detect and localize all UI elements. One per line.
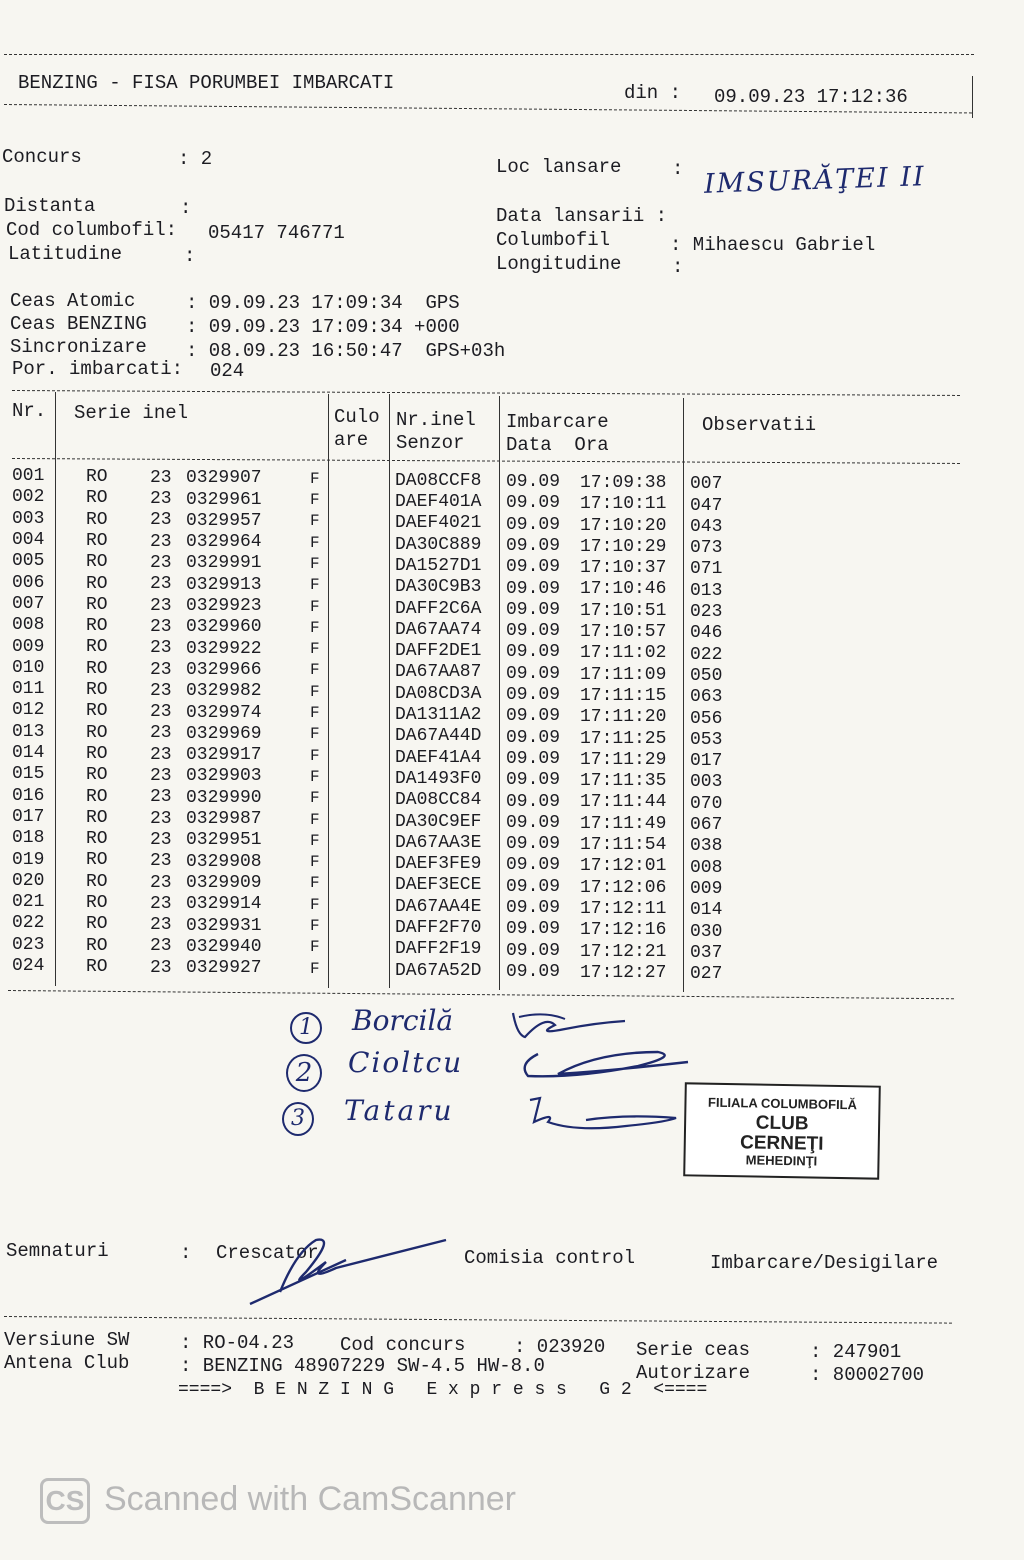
row-observatii: 073 [690,538,723,559]
row-observatii: 070 [690,793,723,814]
latitudine-value: : [184,245,196,267]
row-sex: F [310,682,320,701]
row-data: 09.09 [506,791,561,812]
header-serie-inel: Serie inel [74,402,189,424]
signature-1 [505,1005,635,1045]
row-year: 23 [150,766,172,786]
row-nr: 024 [12,956,45,977]
row-sex: F [310,554,320,573]
header-nr: Nr. [12,400,47,422]
row-data: 09.09 [506,727,561,748]
row-sex: F [310,725,320,744]
row-senzor: DAFF2F19 [395,939,482,960]
row-senzor: DA1493F0 [395,768,482,789]
row-nr: 008 [12,615,45,636]
row-country: RO [86,552,108,573]
row-ora: 17:12:16 [580,920,667,941]
row-country: RO [86,680,108,701]
versiune-sw-label: Versiune SW [4,1329,130,1351]
row-year: 23 [150,680,172,701]
cod-concurs-label: Cod concurs [340,1334,466,1356]
row-ora: 17:12:01 [580,856,667,877]
row-observatii: 047 [690,495,723,516]
antena-club-value: : BENZING 48907229 SW-4.5 HW-8.0 [180,1355,545,1377]
row-data: 09.09 [506,706,561,727]
row-ora: 17:11:44 [580,792,667,813]
row-serie: 0329990 [186,787,262,808]
row-serie: 0329909 [186,872,262,893]
row-senzor: DA67AA87 [395,662,482,683]
row-ora: 17:11:35 [580,771,667,792]
serie-ceas-label: Serie ceas [636,1339,751,1361]
row-sex: F [310,576,320,595]
row-country: RO [86,701,108,722]
row-nr: 018 [12,828,45,849]
row-senzor: DA30C889 [395,534,482,555]
header-observatii: Observatii [702,414,817,436]
row-country: RO [86,488,108,509]
row-sex: F [310,895,320,914]
row-nr: 015 [12,764,45,785]
row-year: 23 [150,510,172,531]
row-data: 09.09 [506,940,561,961]
header-imbarcare-1: Imbarcare [506,411,609,433]
loc-lansare-label: Loc lansare [496,156,622,178]
row-serie: 0329957 [186,510,262,531]
stamp-line-2: CLUB [755,1112,809,1135]
row-ora: 17:11:49 [580,813,667,834]
antena-club-label: Antena Club [4,1352,130,1374]
row-nr: 006 [12,572,45,593]
row-nr: 021 [12,892,45,913]
signature-3 [526,1092,686,1142]
loc-lansare-colon: : [672,158,684,180]
row-year: 23 [150,531,172,552]
signature-2 [518,1044,698,1084]
row-ora: 17:11:02 [580,643,667,664]
row-sex: F [310,640,320,659]
row-country: RO [86,509,108,530]
row-serie: 0329969 [186,723,262,744]
columbofil-value: : Mihaescu Gabriel [670,234,876,256]
row-nr: 001 [12,466,45,487]
row-serie: 0329907 [186,468,262,489]
row-year: 23 [150,595,172,616]
row-senzor: DAEF401A [395,492,482,513]
imbarcare-desigilare-label: Imbarcare/Desigilare [710,1252,939,1274]
row-country: RO [86,743,108,764]
row-data: 09.09 [506,770,561,791]
row-nr: 012 [12,700,45,721]
stamp-line-4: MEHEDINŢI [745,1152,818,1169]
row-country: RO [86,637,108,658]
row-observatii: 003 [690,772,723,793]
crescator-signature [246,1232,456,1308]
row-sex: F [310,597,320,616]
row-serie: 0329982 [186,681,262,702]
distanta-value: : [180,197,192,219]
row-data: 09.09 [506,876,561,897]
row-sex: F [310,704,320,723]
row-observatii: 050 [690,665,723,686]
row-data: 09.09 [506,472,561,493]
row-year: 23 [150,851,172,872]
row-data: 09.09 [506,514,561,535]
row-sex: F [310,917,320,936]
row-country: RO [86,893,108,914]
table-bottom-line [8,990,954,999]
table-header-bottom-line [12,458,960,464]
longitudine-value: : [672,256,684,278]
row-observatii: 013 [690,580,723,601]
versiune-sw-value: : RO-04.23 [180,1332,295,1354]
ceas-atomic-label: Ceas Atomic [10,290,136,312]
row-sex: F [310,938,320,957]
camscanner-watermark [40,1478,516,1526]
row-senzor: DAFF2DE1 [395,641,482,662]
comisia-control-label: Comisia control [464,1247,636,1269]
col-divider-nr [55,392,56,986]
row-data: 09.09 [506,557,561,578]
col-divider-observatii [683,398,684,992]
row-nr: 014 [12,743,45,764]
row-ora: 17:10:11 [580,494,667,515]
row-data: 09.09 [506,919,561,940]
row-nr: 010 [12,657,45,678]
row-nr: 009 [12,636,45,657]
row-year: 23 [150,489,172,510]
row-country: RO [86,467,108,488]
row-sex: F [310,512,320,531]
row-nr: 005 [12,551,45,572]
row-observatii: 056 [690,708,723,729]
row-ora: 17:12:21 [580,941,667,962]
row-country: RO [86,829,108,850]
benzing-express-banner: ====> B E N Z I N G E x p r e s s G 2 <==== [178,1380,708,1400]
row-observatii: 038 [690,836,723,857]
handwritten-number-3: 3 [282,1102,314,1136]
row-observatii: 067 [690,815,723,836]
header-nrinel-1: Nr.inel [396,409,476,431]
row-sex: F [310,810,320,829]
row-year: 23 [150,893,172,914]
row-observatii: 014 [690,900,723,921]
header-culoare-1: Culo [334,406,380,428]
row-nr: 023 [12,934,45,955]
row-serie: 0329960 [186,617,262,638]
row-observatii: 043 [690,516,723,537]
row-senzor: DA08CD3A [395,683,482,704]
row-country: RO [86,850,108,871]
camscanner-text: Scanned with CamScanner [104,1479,517,1518]
row-country: RO [86,616,108,637]
sincronizare-label: Sincronizare [10,336,147,358]
row-year: 23 [150,808,172,829]
row-senzor: DA67A44D [395,726,482,747]
row-country: RO [86,765,108,786]
row-serie: 0329927 [186,958,262,979]
row-senzor: DA30C9B3 [395,577,482,598]
header-imbarcare-2: Data Ora [506,434,609,456]
row-data: 09.09 [506,599,561,620]
row-data: 09.09 [506,685,561,706]
row-sex: F [310,959,320,978]
stamp-line-3: CERNEŢI [739,1132,824,1155]
col-divider-culoare [328,394,329,988]
serie-ceas-value: : 247901 [810,1341,902,1363]
row-observatii: 009 [690,878,723,899]
row-nr: 002 [12,487,45,508]
row-serie: 0329951 [186,830,262,851]
row-year: 23 [150,659,172,680]
row-year: 23 [150,467,172,488]
sincronizare-value: : 08.09.23 16:50:47 GPS+03h [186,340,506,362]
row-serie: 0329961 [186,489,262,510]
row-ora: 17:11:09 [580,664,667,685]
row-year: 23 [150,638,172,659]
row-senzor: DA67A52D [395,960,482,981]
header-nrinel-2: Senzor [396,432,465,454]
row-nr: 003 [12,508,45,529]
row-country: RO [86,914,108,935]
row-year: 23 [150,872,172,893]
print-datetime: 09.09.23 17:12:36 [714,86,908,108]
row-observatii: 027 [690,964,723,985]
row-serie: 0329987 [186,809,262,830]
row-nr: 017 [12,806,45,827]
row-country: RO [86,658,108,679]
row-serie: 0329931 [186,915,262,936]
row-sex: F [310,618,320,637]
row-observatii: 017 [690,751,723,772]
row-country: RO [86,807,108,828]
row-year: 23 [150,574,172,595]
row-country: RO [86,573,108,594]
row-sex: F [310,853,320,872]
ceas-atomic-value: : 09.09.23 17:09:34 GPS [186,292,460,314]
row-year: 23 [150,553,172,573]
row-data: 09.09 [506,855,561,876]
row-sex: F [310,874,320,893]
row-ora: 17:12:27 [580,962,667,983]
handwritten-number-2: 2 [286,1054,322,1092]
row-serie: 0329903 [186,766,262,787]
row-observatii: 022 [690,644,723,665]
row-senzor: DA67AA3E [395,832,482,853]
row-serie: 0329991 [186,553,262,574]
row-serie: 0329966 [186,659,262,680]
row-country: RO [86,935,108,956]
loc-lansare-handwritten: IMSURĂŢEI II [703,161,927,200]
row-sex: F [310,661,320,680]
row-nr: 016 [12,785,45,806]
row-serie: 0329913 [186,574,262,595]
row-year: 23 [150,957,172,978]
handwritten-name-2: Cioltcu [348,1046,464,1079]
row-sex: F [310,767,320,786]
row-sex: F [310,831,320,850]
autorizare-value: : 80002700 [810,1364,925,1386]
row-year: 23 [150,787,172,808]
longitudine-label: Longitudine [496,253,622,275]
stamp-line-1: FILIALA COLUMBOFILĂ [707,1094,858,1113]
row-ora: 17:10:57 [580,622,667,643]
camscanner-logo-icon: CS [40,1478,90,1524]
row-senzor: DAFF2F70 [395,918,482,939]
row-nr: 019 [12,849,45,870]
row-data: 09.09 [506,621,561,642]
concurs-label: Concurs [2,146,82,168]
row-sex: F [310,746,320,765]
row-ora: 17:12:11 [580,898,667,919]
row-senzor: DA67AA4E [395,896,482,917]
porumbei-imbarcati-label: Por. imbarcati: [12,358,184,380]
header-culoare-2: are [334,429,369,451]
row-serie: 0329923 [186,596,262,617]
handwritten-name-1: Borcilă [352,1004,454,1037]
row-serie: 0329908 [186,851,262,872]
row-year: 23 [150,915,172,936]
club-stamp [683,1082,881,1179]
document-title: BENZING - FISA PORUMBEI IMBARCATI [18,72,395,94]
row-year: 23 [150,744,172,765]
row-sex: F [310,469,320,488]
row-serie: 0329917 [186,745,262,766]
row-senzor: DA08CCF8 [395,470,482,491]
handwritten-number-1: 1 [290,1012,322,1044]
row-year: 23 [150,702,172,723]
row-serie: 0329922 [186,638,262,659]
row-observatii: 037 [690,942,723,963]
row-year: 23 [150,723,172,744]
row-nr: 007 [12,593,45,614]
row-sex: F [310,789,320,808]
row-data: 09.09 [506,961,561,982]
semnaturi-colon: : [180,1242,192,1264]
row-ora: 17:10:37 [580,558,667,579]
row-country: RO [86,786,108,807]
row-observatii: 063 [690,687,723,708]
row-senzor: DAEF4021 [395,513,482,534]
cod-columbofil-value: 05417 746771 [208,222,345,244]
row-ora: 17:09:38 [580,472,667,493]
row-ora: 17:10:29 [580,536,667,557]
handwritten-name-3: Tataru [344,1094,455,1127]
row-ora: 17:11:15 [580,685,667,706]
row-observatii: 008 [690,857,723,878]
row-serie: 0329964 [186,532,262,553]
row-ora: 17:12:06 [580,877,667,898]
row-sex: F [310,533,320,552]
columbofil-label: Columbofil [496,229,611,251]
row-senzor: DAEF41A4 [395,747,482,768]
row-serie: 0329914 [186,894,262,915]
row-senzor: DA1311A2 [395,705,482,726]
row-senzor: DA67AA74 [395,619,482,640]
row-observatii: 053 [690,729,723,750]
row-senzor: DAEF3ECE [395,875,482,896]
row-country: RO [86,530,108,551]
row-ora: 17:10:51 [580,600,667,621]
cod-concurs-value: : 023920 [514,1336,606,1358]
row-ora: 17:10:20 [580,515,667,536]
row-observatii: 071 [690,559,723,580]
row-ora: 17:11:54 [580,835,667,856]
row-country: RO [86,956,108,977]
row-data: 09.09 [506,812,561,833]
row-senzor: DA1527D1 [395,555,482,576]
cod-columbofil-label: Cod columbofil: [6,219,178,241]
row-ora: 17:11:20 [580,707,667,728]
row-year: 23 [150,616,172,637]
row-observatii: 023 [690,602,723,623]
porumbei-imbarcati-value: 024 [210,360,245,382]
latitudine-label: Latitudine [8,243,123,265]
row-data: 09.09 [506,663,561,684]
data-lansarii-label: Data lansarii : [496,205,668,227]
row-nr: 004 [12,530,45,551]
concurs-value: : 2 [178,148,213,170]
din-label: din : [624,82,682,104]
row-sex: F [310,491,320,510]
row-data: 09.09 [506,493,561,514]
ceas-benzing-value: : 09.09.23 17:09:34 +000 [186,316,460,338]
row-senzor: DAFF2C6A [395,598,482,619]
row-serie: 0329974 [186,702,262,723]
row-data: 09.09 [506,535,561,556]
table-top-line [12,390,960,396]
row-ora: 17:11:25 [580,728,667,749]
row-nr: 011 [12,679,45,700]
row-nr: 013 [12,721,45,742]
row-nr: 020 [12,870,45,891]
row-year: 23 [150,829,172,850]
distanta-label: Distanta [4,195,96,217]
row-data: 09.09 [506,748,561,769]
row-senzor: DA08CC84 [395,790,482,811]
row-country: RO [86,594,108,615]
row-country: RO [86,722,108,743]
header-right-border [972,76,973,118]
col-divider-imbarcare [499,396,500,990]
row-data: 09.09 [506,834,561,855]
row-data: 09.09 [506,578,561,599]
row-country: RO [86,871,108,892]
row-observatii: 046 [690,623,723,644]
row-year: 23 [150,936,172,957]
row-ora: 17:11:29 [580,749,667,770]
semnaturi-label: Semnaturi [6,1240,109,1262]
row-observatii: 030 [690,921,723,942]
row-observatii: 007 [690,474,723,495]
footer-top-line [4,1316,952,1324]
row-serie: 0329940 [186,936,262,957]
top-dashed-line [4,54,974,55]
autorizare-label: Autorizare [636,1362,751,1384]
row-data: 09.09 [506,642,561,663]
row-data: 09.09 [506,898,561,919]
ceas-benzing-label: Ceas BENZING [10,313,147,335]
row-senzor: DA30C9EF [395,811,482,832]
row-ora: 17:10:46 [580,579,667,600]
row-nr: 022 [12,913,45,934]
row-senzor: DAEF3FE9 [395,854,482,875]
col-divider-nrinel [389,394,390,988]
crescator-label: Crescator [216,1242,319,1264]
